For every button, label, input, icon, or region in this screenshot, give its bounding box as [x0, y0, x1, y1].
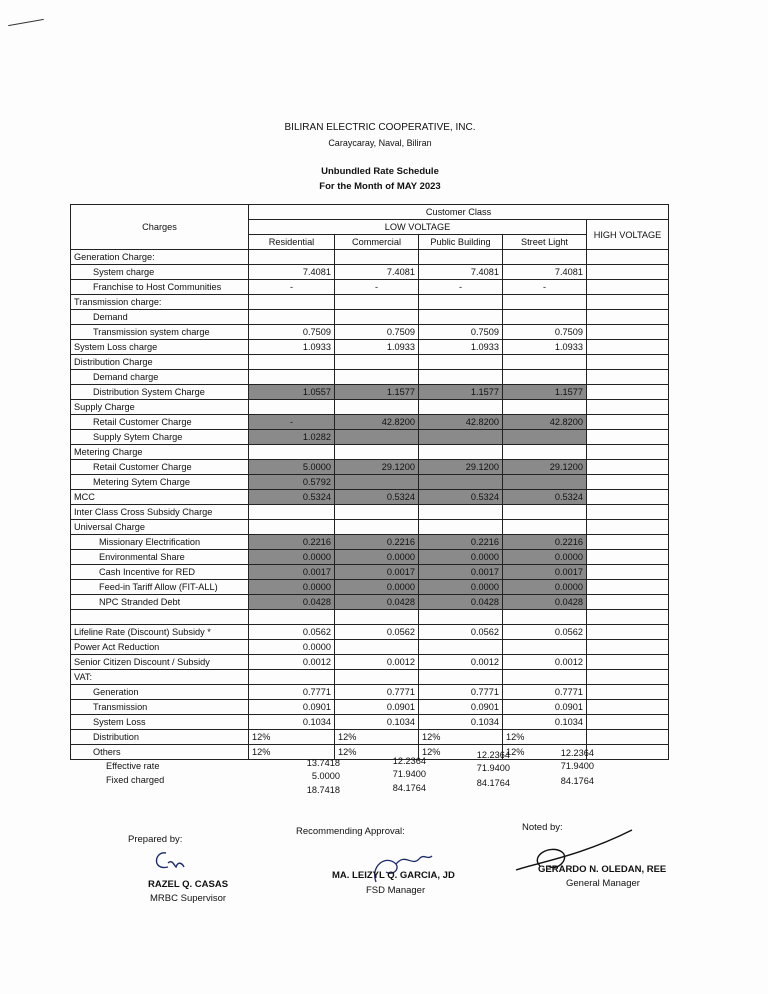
rate-cell: 0.0901 [249, 700, 335, 715]
table-row [71, 595, 669, 610]
rate-cell [335, 250, 419, 265]
rate-cell: 0.0000 [249, 550, 335, 565]
table-row [71, 715, 669, 730]
recommending-block [296, 826, 455, 896]
rate-cell: 42.8200 [419, 415, 503, 430]
rate-cell [503, 370, 587, 385]
rate-cell: 0.0000 [249, 580, 335, 595]
row-label: Distribution System Charge [71, 385, 249, 400]
rate-cell [503, 400, 587, 415]
rate-cell: 0.1034 [335, 715, 419, 730]
row-label: Universal Charge [71, 520, 249, 535]
rate-cell: 0.0012 [249, 655, 335, 670]
table-row [71, 280, 669, 295]
rate-cell: 0.2216 [419, 535, 503, 550]
noted-by-label: Noted by: [522, 822, 563, 833]
rate-cell: 12% [419, 730, 503, 745]
high-voltage-cell [587, 610, 669, 625]
rate-cell: 1.0933 [503, 340, 587, 355]
charges-header: Charges [71, 205, 249, 250]
fixed-charged-label: Fixed charged [106, 775, 165, 785]
table-row [71, 325, 669, 340]
rate-cell [335, 445, 419, 460]
rate-cell [335, 670, 419, 685]
rate-cell: 0.2216 [503, 535, 587, 550]
rate-cell [335, 370, 419, 385]
total-public-building: 84.1764 [476, 778, 510, 788]
rate-cell: 0.7509 [249, 325, 335, 340]
rate-cell: 0.0000 [335, 580, 419, 595]
row-label: System Loss [71, 715, 249, 730]
table-row [71, 730, 669, 745]
rate-cell [503, 250, 587, 265]
row-label: Supply Charge [71, 400, 249, 415]
rate-schedule-table [70, 204, 669, 760]
high-voltage-cell [587, 715, 669, 730]
rate-cell: 0.0000 [419, 580, 503, 595]
rate-cell: 1.0933 [335, 340, 419, 355]
rate-cell: - [503, 280, 587, 295]
high-voltage-cell [587, 310, 669, 325]
row-label: Transmission [71, 700, 249, 715]
rate-cell [503, 520, 587, 535]
rate-cell [249, 295, 335, 310]
high-voltage-cell [587, 535, 669, 550]
total-residential: 18.7418 [306, 785, 340, 795]
row-label: Demand [71, 310, 249, 325]
rate-cell: 0.0562 [335, 625, 419, 640]
high-voltage-cell [587, 700, 669, 715]
table-row [71, 490, 669, 505]
rate-cell: 7.4081 [335, 265, 419, 280]
high-voltage-cell [587, 730, 669, 745]
rate-cell [335, 295, 419, 310]
fixed-residential: 5.0000 [311, 771, 340, 781]
high-voltage-cell [587, 490, 669, 505]
effective-commercial: 12.2364 [392, 756, 426, 766]
rate-cell: 0.7771 [503, 685, 587, 700]
table-row [71, 625, 669, 640]
rate-cell: 0.5792 [249, 475, 335, 490]
high-voltage-cell [587, 640, 669, 655]
recommending-name: MA. LEIZYL Q. GARCIA, JD [332, 870, 455, 881]
row-label: Demand charge [71, 370, 249, 385]
effective-rate-label: Effective rate [106, 761, 160, 771]
table-row [71, 430, 669, 445]
high-voltage-cell [587, 670, 669, 685]
rate-cell: 0.0562 [503, 625, 587, 640]
table-row [71, 655, 669, 670]
high-voltage-cell [587, 445, 669, 460]
rate-cell: 0.5324 [503, 490, 587, 505]
high-voltage-cell [587, 460, 669, 475]
table-row [71, 265, 669, 280]
table-row [71, 520, 669, 535]
row-label: Inter Class Cross Subsidy Charge [71, 505, 249, 520]
rate-cell [419, 430, 503, 445]
high-voltage-cell [587, 565, 669, 580]
rate-cell [503, 505, 587, 520]
rate-cell [419, 640, 503, 655]
rate-cell: 0.2216 [335, 535, 419, 550]
rate-cell: 12% [419, 745, 503, 760]
rate-cell: 1.1577 [335, 385, 419, 400]
high-voltage-cell [587, 250, 669, 265]
rate-cell: 12% [335, 730, 419, 745]
fixed-commercial: 71.9400 [392, 769, 426, 779]
rate-cell: 0.0017 [419, 565, 503, 580]
rate-cell: 0.0000 [503, 580, 587, 595]
row-label: Metering Charge [71, 445, 249, 460]
rate-cell: 7.4081 [503, 265, 587, 280]
rate-cell: 0.0012 [335, 655, 419, 670]
col-street-light: Street Light [503, 235, 587, 250]
prepared-by-title: MRBC Supervisor [150, 893, 227, 904]
table-row [71, 535, 669, 550]
rate-cell: 0.7509 [419, 325, 503, 340]
rate-cell [503, 640, 587, 655]
rate-cell: 0.0562 [249, 625, 335, 640]
rate-cell: 0.5324 [249, 490, 335, 505]
table-row [71, 415, 669, 430]
rate-cell [503, 475, 587, 490]
rate-cell: 0.0428 [249, 595, 335, 610]
row-label: System Loss charge [71, 340, 249, 355]
table-row [71, 295, 669, 310]
row-label: Missionary Electrification [71, 535, 249, 550]
rate-cell: 0.7771 [335, 685, 419, 700]
rate-cell [503, 310, 587, 325]
rate-cell: 7.4081 [249, 265, 335, 280]
high-voltage-cell [587, 325, 669, 340]
high-voltage-cell [587, 265, 669, 280]
high-voltage-cell [587, 400, 669, 415]
rate-cell: 0.0012 [419, 655, 503, 670]
high-voltage-cell [587, 370, 669, 385]
rate-cell: 1.0282 [249, 430, 335, 445]
prepared-by-block [128, 834, 228, 904]
high-voltage-header: HIGH VOLTAGE [587, 220, 669, 250]
rate-cell: - [335, 280, 419, 295]
rate-cell: 5.0000 [249, 460, 335, 475]
row-label: Generation Charge: [71, 250, 249, 265]
table-row [71, 370, 669, 385]
rate-cell [419, 610, 503, 625]
rate-cell: 0.0000 [249, 640, 335, 655]
rate-cell [249, 505, 335, 520]
row-label: Power Act Reduction [71, 640, 249, 655]
table-row [71, 340, 669, 355]
rate-cell [419, 250, 503, 265]
rate-cell: 0.1034 [419, 715, 503, 730]
rate-cell [503, 295, 587, 310]
rate-cell [419, 445, 503, 460]
rate-cell [419, 295, 503, 310]
table-row [71, 640, 669, 655]
row-label: Feed-in Tariff Allow (FIT-ALL) [71, 580, 249, 595]
rate-cell: 0.0428 [335, 595, 419, 610]
rate-cell: 12% [335, 745, 419, 760]
table-row [71, 385, 669, 400]
rate-cell: 0.0000 [335, 550, 419, 565]
effective-public-building: 12.2364 [476, 750, 510, 760]
rate-cell: 0.0901 [335, 700, 419, 715]
high-voltage-cell [587, 550, 669, 565]
rate-cell: 0.0017 [335, 565, 419, 580]
row-label: Cash Incentive for RED [71, 565, 249, 580]
rate-cell [503, 445, 587, 460]
high-voltage-cell [587, 280, 669, 295]
table-row [71, 460, 669, 475]
high-voltage-cell [587, 385, 669, 400]
rate-cell [503, 430, 587, 445]
noted-signature [510, 826, 640, 886]
rate-cell [249, 250, 335, 265]
noted-by-block [522, 822, 667, 889]
rate-cell [419, 310, 503, 325]
table-row [71, 250, 669, 265]
rate-cell [249, 400, 335, 415]
rate-cell: 29.1200 [503, 460, 587, 475]
rate-cell: 0.7509 [503, 325, 587, 340]
prepared-by-label: Prepared by: [128, 834, 183, 845]
rate-cell [335, 310, 419, 325]
rate-cell: 0.2216 [249, 535, 335, 550]
row-label: System charge [71, 265, 249, 280]
rate-cell [503, 670, 587, 685]
row-label: Transmission system charge [71, 325, 249, 340]
rate-cell [249, 520, 335, 535]
rate-cell: 12% [249, 745, 335, 760]
rate-cell: 0.0428 [419, 595, 503, 610]
row-label: NPC Stranded Debt [71, 595, 249, 610]
table-row [71, 610, 669, 625]
rate-cell: - [249, 415, 335, 430]
rate-cell: 0.0562 [419, 625, 503, 640]
customer-class-header: Customer Class [249, 205, 669, 220]
table-row [71, 505, 669, 520]
rate-cell: 0.7771 [249, 685, 335, 700]
row-label: Generation [71, 685, 249, 700]
high-voltage-cell [587, 475, 669, 490]
rate-cell: 1.0557 [249, 385, 335, 400]
row-label: Franchise to Host Communities [71, 280, 249, 295]
rate-cell [419, 670, 503, 685]
effective-residential: 13.7418 [306, 758, 340, 768]
rate-cell: 1.1577 [503, 385, 587, 400]
high-voltage-cell [587, 580, 669, 595]
rate-cell: 29.1200 [419, 460, 503, 475]
table-row [71, 400, 669, 415]
rate-cell [335, 400, 419, 415]
row-label: Transmission charge: [71, 295, 249, 310]
rate-cell: 0.0012 [503, 655, 587, 670]
rate-cell: - [249, 280, 335, 295]
high-voltage-cell [587, 340, 669, 355]
rate-cell [419, 400, 503, 415]
prepared-by-name: RAZEL Q. CASAS [148, 879, 229, 890]
rate-cell [249, 445, 335, 460]
rate-cell [503, 610, 587, 625]
rate-cell [249, 355, 335, 370]
rate-cell [249, 310, 335, 325]
rate-cell: 0.0017 [249, 565, 335, 580]
row-label: Environmental Share [71, 550, 249, 565]
row-label: Distribution Charge [71, 355, 249, 370]
table-row [71, 355, 669, 370]
table-row [71, 310, 669, 325]
table-row [71, 445, 669, 460]
rate-cell: 0.7509 [335, 325, 419, 340]
rate-cell [419, 475, 503, 490]
rate-cell [419, 355, 503, 370]
rate-cell [249, 370, 335, 385]
effective-street-light: 12.2364 [560, 748, 594, 758]
row-label: Others [71, 745, 249, 760]
rate-cell: 0.5324 [335, 490, 419, 505]
col-public-building: Public Building [419, 235, 503, 250]
fixed-street-light: 71.9400 [560, 761, 594, 771]
company-address: Caraycaray, Naval, Biliran [328, 138, 432, 148]
row-label: Supply Sytem Charge [71, 430, 249, 445]
table-row [71, 685, 669, 700]
row-label: Senior Citizen Discount / Subsidy [71, 655, 249, 670]
rate-cell [335, 610, 419, 625]
table-row [71, 700, 669, 715]
rate-cell: 0.0000 [419, 550, 503, 565]
recommending-title: FSD Manager [366, 885, 426, 896]
rate-cell: 0.7771 [419, 685, 503, 700]
rate-cell [335, 520, 419, 535]
high-voltage-cell [587, 625, 669, 640]
high-voltage-cell [587, 355, 669, 370]
high-voltage-cell [587, 655, 669, 670]
high-voltage-cell [587, 505, 669, 520]
rate-cell: 1.0933 [249, 340, 335, 355]
total-commercial: 84.1764 [392, 783, 426, 793]
rate-cell [335, 355, 419, 370]
rate-cell: 42.8200 [335, 415, 419, 430]
rate-cell: 0.1034 [249, 715, 335, 730]
rate-cell: 12% [503, 730, 587, 745]
row-label: Distribution [71, 730, 249, 745]
summary-block [70, 748, 668, 798]
rate-cell: 12% [249, 730, 335, 745]
document-title: Unbundled Rate Schedule [321, 166, 439, 177]
row-label [71, 610, 249, 625]
rate-cell: 42.8200 [503, 415, 587, 430]
rate-cell [249, 670, 335, 685]
rate-cell: 29.1200 [335, 460, 419, 475]
low-voltage-header: LOW VOLTAGE [249, 220, 587, 235]
table-row [71, 580, 669, 595]
table-row [71, 475, 669, 490]
rate-cell: 12% [503, 745, 587, 760]
rate-cell [419, 505, 503, 520]
high-voltage-cell [587, 595, 669, 610]
rate-cell [503, 355, 587, 370]
rate-cell [419, 370, 503, 385]
noted-by-name: GERARDO N. OLEDAN, REE [538, 864, 667, 875]
table-row [71, 565, 669, 580]
rate-cell: 0.0901 [419, 700, 503, 715]
rate-cell: 0.0000 [503, 550, 587, 565]
header-row-1 [71, 205, 669, 220]
company-name: BILIRAN ELECTRIC COOPERATIVE, INC. [284, 122, 476, 133]
col-residential: Residential [249, 235, 335, 250]
high-voltage-cell [587, 415, 669, 430]
rate-cell: 1.0933 [419, 340, 503, 355]
rate-cell [335, 475, 419, 490]
total-street-light: 84.1764 [560, 776, 594, 786]
rate-cell: 0.0428 [503, 595, 587, 610]
row-label: Retail Customer Charge [71, 415, 249, 430]
table-row [71, 670, 669, 685]
rate-cell: 7.4081 [419, 265, 503, 280]
rate-cell [249, 610, 335, 625]
prepared-signature [150, 849, 190, 875]
document-period: For the Month of MAY 2023 [319, 181, 441, 192]
row-label: Metering Sytem Charge [71, 475, 249, 490]
row-label: Lifeline Rate (Discount) Subsidy * [71, 625, 249, 640]
row-label: Retail Customer Charge [71, 460, 249, 475]
col-commercial: Commercial [335, 235, 419, 250]
pen-mark [8, 19, 44, 26]
noted-by-title: General Manager [566, 878, 640, 889]
high-voltage-cell [587, 430, 669, 445]
high-voltage-cell [587, 295, 669, 310]
rate-cell: 0.1034 [503, 715, 587, 730]
rate-cell: 0.0017 [503, 565, 587, 580]
rate-cell: 1.1577 [419, 385, 503, 400]
rate-cell: 0.0901 [503, 700, 587, 715]
row-label: MCC [71, 490, 249, 505]
fixed-public-building: 71.9400 [476, 763, 510, 773]
high-voltage-cell [587, 520, 669, 535]
rate-cell: - [419, 280, 503, 295]
rate-cell [335, 505, 419, 520]
rate-cell [335, 640, 419, 655]
rate-cell [335, 430, 419, 445]
rate-cell [419, 520, 503, 535]
rate-cell: 0.5324 [419, 490, 503, 505]
high-voltage-cell [587, 685, 669, 700]
recommending-label: Recommending Approval: [296, 826, 405, 837]
table-row [71, 550, 669, 565]
row-label: VAT: [71, 670, 249, 685]
